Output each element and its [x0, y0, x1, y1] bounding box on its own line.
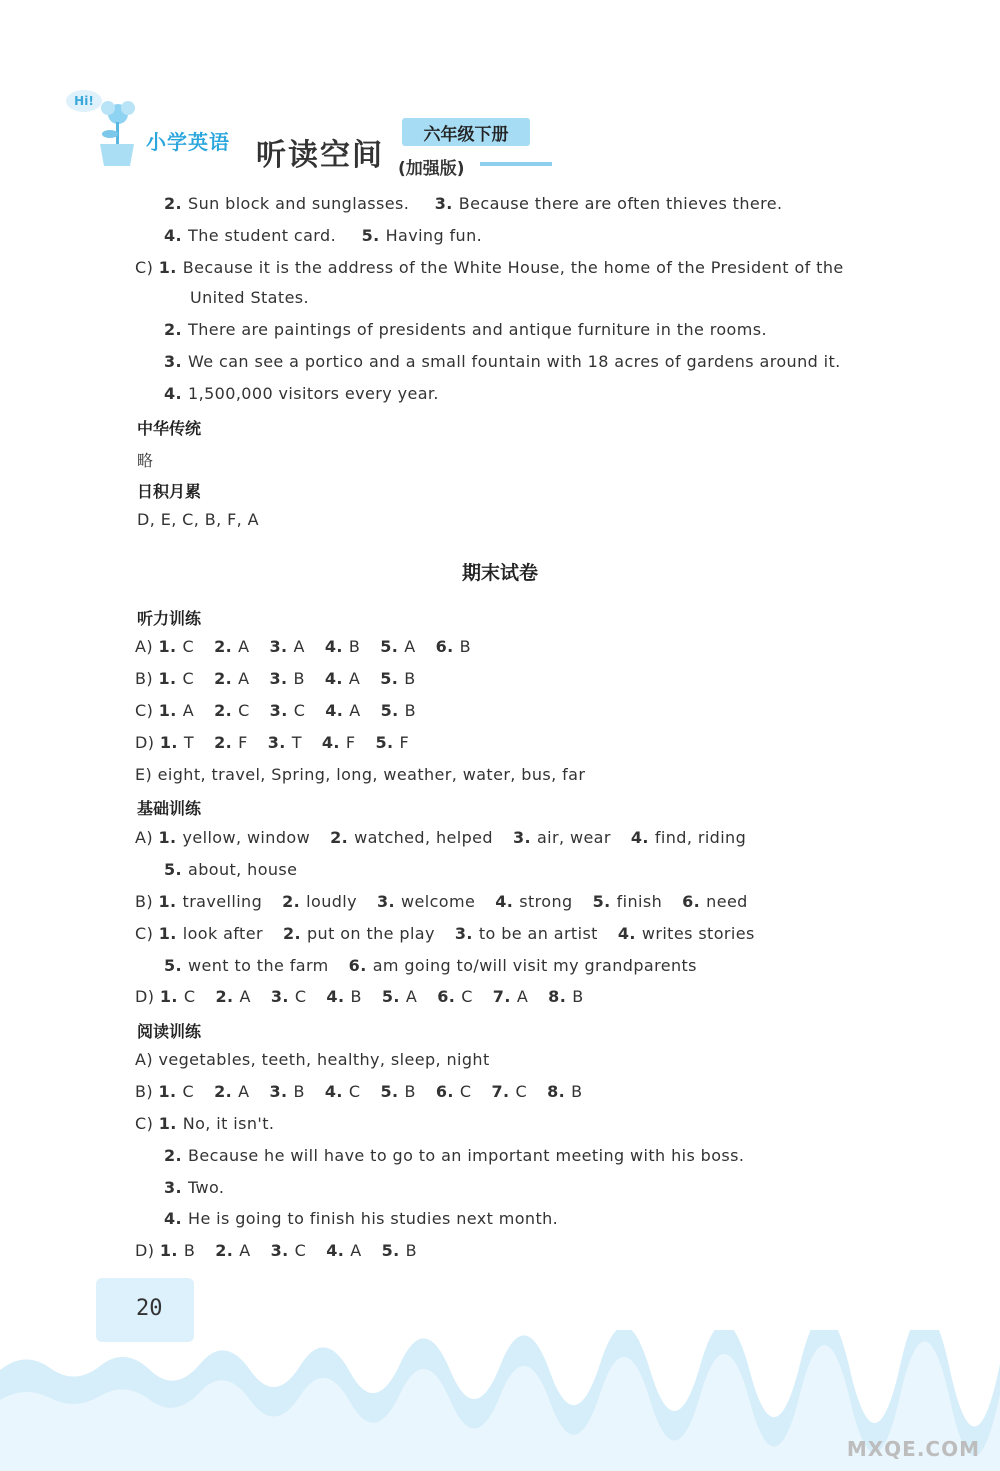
item-number: 3.	[454, 924, 473, 943]
item-answer: C	[461, 987, 473, 1006]
item-answer: A	[293, 637, 305, 656]
item-label: A)	[135, 828, 159, 847]
item-number: 4.	[324, 669, 343, 688]
item-answer: B	[572, 987, 584, 1006]
item-answer: welcome	[401, 892, 476, 911]
item-answer: A	[238, 1082, 250, 1101]
item-label: D)	[135, 733, 160, 752]
item-answer: finish	[616, 892, 663, 911]
answer-row	[135, 637, 491, 656]
item-answer: look after	[182, 924, 263, 943]
item-answer: C	[348, 1082, 361, 1101]
item-answer: C	[182, 1082, 195, 1101]
item-answer: travelling	[182, 892, 263, 911]
answer-line: C) 1. Because it is the address of the White House, the home of the President of the	[135, 258, 844, 277]
answer-row	[135, 828, 766, 847]
item-number: 3.	[512, 828, 531, 847]
item-number: 4.	[326, 987, 345, 1006]
item-answer: A	[348, 669, 361, 688]
grade-tag: 六年级下册	[402, 118, 530, 146]
item-number: 2.	[330, 828, 349, 847]
item-answer: C	[459, 1082, 472, 1101]
item-number: 7.	[491, 1082, 510, 1101]
item-answer: B	[350, 987, 362, 1006]
item-answer: put on the play	[306, 924, 435, 943]
flower-pot-icon	[92, 96, 142, 168]
section-heading: 基础训练	[137, 799, 202, 818]
item-label: C)	[135, 924, 159, 943]
item-number: 5.	[380, 1082, 399, 1101]
answer-row: 2. Because he will have to go to an important meeting with his boss.	[164, 1146, 745, 1165]
item-number: 2.	[215, 987, 234, 1006]
answer-line: 3. We can see a portico and a small fountain with 18 acres of gardens around it.	[164, 352, 841, 371]
item-answer: need	[706, 892, 748, 911]
item-number: 3.	[269, 1082, 288, 1101]
brand-title: 听读空间	[256, 138, 384, 173]
item-answer: A	[349, 701, 361, 720]
answer-line: 4. 1,500,000 visitors every year.	[164, 384, 439, 403]
series-label: 小学英语	[146, 130, 230, 154]
answer-row: A) vegetables, teeth, healthy, sleep, night	[135, 1050, 490, 1069]
item-number: 2.	[214, 669, 233, 688]
item-number: 3.	[377, 892, 396, 911]
item-number: 5.	[381, 987, 400, 1006]
item-number: 6.	[348, 956, 367, 975]
item-number: 2.	[214, 701, 233, 720]
item-answer: B	[571, 1082, 583, 1101]
item-label: D)	[135, 987, 160, 1006]
item-label: B)	[135, 669, 159, 688]
answer-row: 3. Two.	[164, 1178, 225, 1197]
item-answer: about, house	[188, 860, 298, 879]
item-label: B)	[135, 892, 159, 911]
answer-row	[135, 1241, 437, 1260]
answer-row	[135, 1082, 602, 1101]
item-answer: B	[348, 637, 361, 656]
item-number: 2.	[215, 1241, 234, 1260]
answer-row	[135, 701, 436, 720]
answer-row: 4. He is going to finish his studies next month.	[164, 1209, 559, 1228]
item-number: 2.	[214, 637, 233, 656]
item-number: 1.	[158, 892, 177, 911]
item-answer: B	[404, 701, 417, 720]
item-number: 5.	[381, 1241, 400, 1260]
item-number: 7.	[492, 987, 511, 1006]
item-label: D)	[135, 1241, 160, 1260]
item-answer: A	[239, 1241, 251, 1260]
item-answer: A	[516, 987, 529, 1006]
item-answer: A	[182, 701, 195, 720]
item-answer: A	[404, 637, 416, 656]
answer-line: 2. There are paintings of presidents and antique furniture in the rooms.	[164, 320, 767, 339]
item-number: 1.	[158, 828, 177, 847]
item-number: 1.	[159, 987, 178, 1006]
section-heading: 听力训练	[137, 609, 202, 628]
page-number: 20	[136, 1296, 163, 1321]
item-number: 4.	[495, 892, 514, 911]
answer-row	[135, 924, 775, 943]
item-answer: A	[238, 637, 250, 656]
item-answer: strong	[519, 892, 573, 911]
item-number: 1.	[158, 1082, 177, 1101]
item-number: 1.	[158, 669, 177, 688]
answer-line: 略	[137, 451, 154, 470]
item-answer: A	[238, 669, 250, 688]
item-label: A)	[135, 637, 159, 656]
item-answer: C	[183, 987, 196, 1006]
item-answer: T	[183, 733, 195, 752]
item-number: 3.	[267, 733, 286, 752]
site-watermark: MXQE.COM	[846, 1437, 980, 1461]
item-answer: A	[350, 1241, 362, 1260]
item-number: 5.	[164, 956, 183, 975]
item-answer: to be an artist	[478, 924, 598, 943]
answer-line: D, E, C, B, F, A	[137, 510, 259, 529]
item-answer: A	[239, 987, 251, 1006]
answer-row	[164, 860, 317, 879]
item-number: 6.	[437, 987, 456, 1006]
section-heading: 中华传统	[137, 419, 202, 438]
item-number: 1.	[158, 701, 177, 720]
item-answer: find, riding	[654, 828, 747, 847]
item-number: 2.	[214, 733, 233, 752]
item-answer: C	[294, 1241, 307, 1260]
item-answer: C	[238, 701, 250, 720]
item-number: 3.	[269, 701, 288, 720]
header-decor-line	[480, 162, 552, 166]
answer-row	[164, 956, 717, 975]
item-answer: writes stories	[641, 924, 755, 943]
item-number: 4.	[326, 1241, 345, 1260]
answer-row: E) eight, travel, Spring, long, weather, water, bus, far	[135, 765, 586, 784]
item-answer: B	[404, 669, 416, 688]
answer-line: 4. The student card. 5. Having fun.	[164, 226, 483, 245]
page-header	[0, 0, 1000, 190]
item-answer: C	[182, 637, 195, 656]
section-heading: 日积月累	[137, 482, 202, 501]
item-number: 1.	[159, 1241, 178, 1260]
item-number: 3.	[269, 637, 288, 656]
item-number: 5.	[380, 669, 399, 688]
item-number: 3.	[270, 987, 289, 1006]
item-number: 4.	[324, 637, 343, 656]
item-answer: B	[405, 1241, 418, 1260]
item-answer: watched, helped	[354, 828, 493, 847]
item-label: C)	[135, 701, 159, 720]
item-number: 4.	[321, 733, 340, 752]
item-number: 2.	[214, 1082, 233, 1101]
section-heading: 阅读训练	[137, 1022, 202, 1041]
item-number: 1.	[158, 924, 177, 943]
answer-line: United States.	[190, 288, 310, 307]
item-answer: B	[183, 1241, 196, 1260]
item-answer: C	[294, 987, 307, 1006]
answer-row	[135, 987, 604, 1006]
item-number: 2.	[282, 892, 301, 911]
item-number: 8.	[548, 987, 567, 1006]
item-number: 6.	[435, 637, 454, 656]
item-number: 8.	[547, 1082, 566, 1101]
item-answer: yellow, window	[182, 828, 311, 847]
item-answer: B	[404, 1082, 416, 1101]
answer-row: C) 1. No, it isn't.	[135, 1114, 275, 1133]
item-number: 4.	[630, 828, 649, 847]
item-answer: C	[515, 1082, 528, 1101]
item-number: 5.	[380, 701, 399, 720]
edition-tag: (加强版)	[398, 159, 465, 179]
item-number: 3.	[269, 669, 288, 688]
answer-row	[135, 892, 768, 911]
item-answer: C	[293, 701, 306, 720]
item-number: 4.	[617, 924, 636, 943]
item-answer: B	[459, 637, 472, 656]
item-number: 5.	[375, 733, 394, 752]
item-answer: am going to/will visit my grandparents	[372, 956, 697, 975]
item-answer: loudly	[306, 892, 358, 911]
item-answer: T	[291, 733, 302, 752]
item-answer: B	[293, 669, 305, 688]
item-answer: went to the farm	[188, 956, 329, 975]
item-answer: F	[399, 733, 410, 752]
item-answer: C	[182, 669, 195, 688]
item-number: 5.	[380, 637, 399, 656]
item-number: 1.	[159, 733, 178, 752]
item-answer: F	[345, 733, 356, 752]
answer-row	[135, 733, 429, 752]
item-number: 4.	[325, 701, 344, 720]
item-number: 5.	[164, 860, 183, 879]
item-number: 2.	[282, 924, 301, 943]
item-label: B)	[135, 1082, 159, 1101]
hi-bubble: Hi!	[66, 90, 102, 112]
answer-line: 2. Sun block and sunglasses. 3. Because there are often thieves there.	[164, 194, 783, 213]
item-number: 6.	[435, 1082, 454, 1101]
item-number: 4.	[324, 1082, 343, 1101]
item-answer: air, wear	[536, 828, 611, 847]
item-answer: B	[293, 1082, 305, 1101]
item-number: 6.	[682, 892, 701, 911]
answer-row	[135, 669, 436, 688]
item-number: 1.	[158, 637, 177, 656]
item-answer: A	[405, 987, 418, 1006]
item-number: 5.	[592, 892, 611, 911]
exam-title: 期末试卷	[461, 562, 538, 584]
item-answer: F	[238, 733, 248, 752]
item-number: 3.	[270, 1241, 289, 1260]
